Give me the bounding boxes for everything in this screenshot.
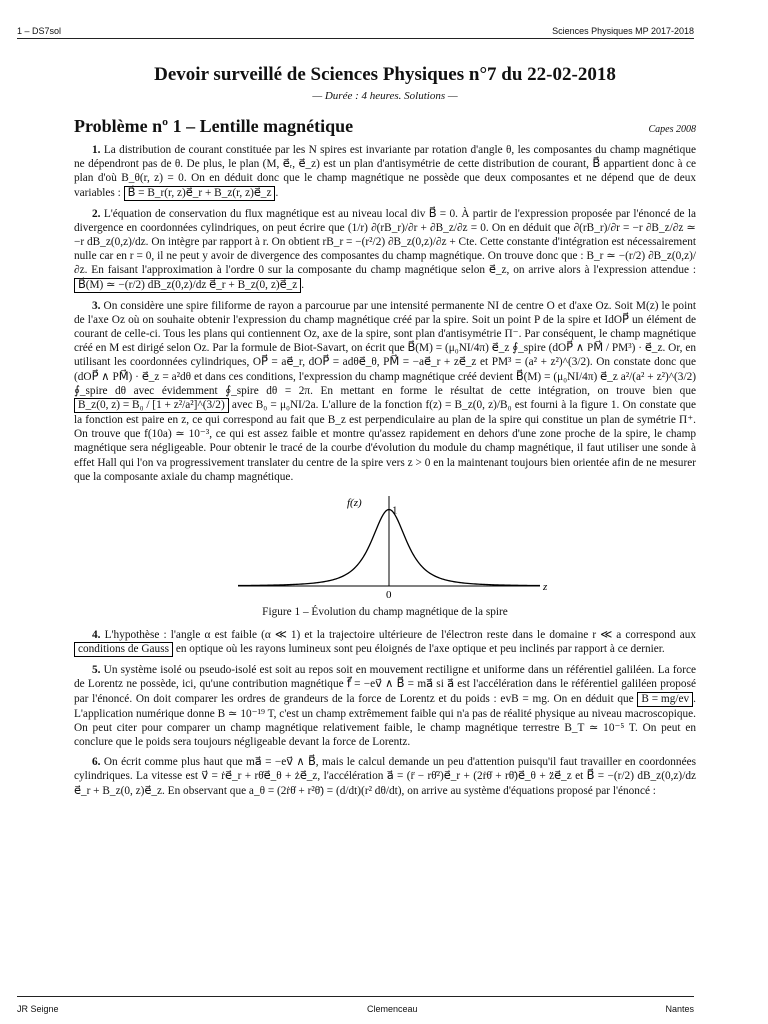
paragraph-text: Un système isolé ou pseudo-isolé est soit au repos soit en mouvement rectiligne et uniforme dans un référentiel galiléen. La force de Lorentz ne possède, ici, qu'une contribution magnétique f⃗ = −ev⃗ ∧ B⃗ = ma⃗ si a⃗ est l'accélération dans le référentiel galiléen proposé par l'énoncé. On doit comparer les ordres de grandeurs de la force de Lorentz et du poids : evB = mg. On en déduit que xyxy=(74,664,696,705)
problem-source: Capes 2008 xyxy=(648,124,696,135)
figure-caption: Figure 1 – Évolution du champ magnétique de la spire xyxy=(262,606,508,619)
x-tick-label: 0 xyxy=(386,589,392,602)
paragraph-tail: . xyxy=(301,278,305,291)
field-profile-chart xyxy=(74,492,696,604)
paragraph-4 xyxy=(74,628,696,657)
header-right: Sciences Physiques MP 2017-2018 xyxy=(552,26,694,36)
document-subtitle: — Durée : 4 heures. Solutions — xyxy=(312,90,458,102)
document-body xyxy=(74,64,696,798)
problem-heading xyxy=(74,116,696,137)
page-header xyxy=(17,26,694,36)
footer-right: Nantes xyxy=(665,1004,694,1014)
boxed-result: B_z(0, z) = B₀ / [1 + z²/a²]^(3/2) xyxy=(74,398,229,413)
paragraph-tail: en optique où les rayons lumineux sont peu éloignés de l'axe optique et peu inclinés par rapport à ce dernier. xyxy=(173,643,665,656)
paragraph-tail: . xyxy=(275,186,279,199)
page-footer xyxy=(17,1004,694,1014)
problem-title: Problème nº 1 – Lentille magnétique xyxy=(74,116,354,136)
y-axis-label: f(z) xyxy=(347,497,362,510)
paragraph-number: 3. xyxy=(92,299,101,312)
header-left: 1 – DS7sol xyxy=(17,26,62,36)
paragraph-tail: . L'application numérique donne B ≃ 10⁻¹⁹ T, c'est un champ extrêmement faible qui n'a pas de réalité physique au niveau macroscopique. On peut citer pour comparer un champ magnétique relativement faible, le champ magnétique terrestre B_T ≃ 10⁻⁵ T. On peut en conclure que le poids sera toujours négligeable devant la force de Lorentz. xyxy=(74,692,696,749)
paragraph-6 xyxy=(74,755,696,798)
footer-rule xyxy=(17,996,694,997)
paragraph-text: L'hypothèse : l'angle α est faible (α ≪ 1) et la trajectoire ultérieure de l'électron reste dans le domaine r ≪ a correspond aux xyxy=(100,629,696,642)
paragraph-text: On considère une spire filiforme de rayon a parcourue par une intensité permanente NI de centre O et d'axe Oz. Soit M(z) le point de l'axe Oz où on souhaite obtenir l'expression du champ magnétique créé par la spire. Soit un point P de la spire et IdOP⃗ un élément de courant de celle-ci. Tous les plans qui contiennent Oz, axe de la spire, sont plan d'antisymétrie Π⁻. Par conséquent, le champ magnétique créé en M est dirigé selon Oz. Par la formule de Biot-Savart, on écrit que B⃗(M) = (μ₀NI/4π) e⃗_z ∮_spire (dOP⃗ ∧ PM⃗ / PM³) · e⃗_z. Or, en utilisant les coordonnées cylindriques, OP⃗ = ae⃗_r, dOP⃗ = adθe⃗_θ, PM⃗ = −ae⃗_r + ze⃗_z et PM³ = (a² + z²)^(3/2). On constate donc que (dOP⃗ ∧ PM⃗) · e⃗_z = a²dθ et dans ces conditions, l'expression du champ magnétique créé devient B⃗(M) = (μ₀NI/4π) e⃗_z a²/(a² + z²)^(3/2) ∮_spire dθ avec évidemment ∮_spire dθ = 2π. En mettant en forme le résultat de cette intégration, on trouve bien que xyxy=(74,299,696,397)
paragraph-5 xyxy=(74,663,696,749)
paragraph-text: L'équation de conservation du flux magnétique est au niveau local div B⃗ = 0. À partir de l'expression proposée par l'énoncé de la divergence en coordonnées cylindriques, on peut écrire que (1/r) ∂(rB_r)/∂r + ∂B_z/∂z = 0. On en déduit que ∂(rB_r)/∂r = −r ∂B_z/∂z ≃ −r dB_z(0,z)/dz. On intègre par rapport à r. On obtient rB_r = −(r²/2) ∂B_z(0,z)/∂z + Cte. Cette constante d'intégration est nécessairement nulle car en r = 0, il ne peut y avoir de divergence des composantes du champ magnétique. On trouve donc que : B_r ≃ −(r/2) ∂B_z(0,z)/∂z. En faisant l'approximation à l'ordre 0 sur la composante du champ magnétique selon e⃗_z, on arrive alors à l'expression attendue : xyxy=(74,207,696,277)
paragraph-text: On écrit comme plus haut que ma⃗ = −ev⃗ ∧ B⃗, mais le calcul demande un peu d'attention puisqu'il faut travailler en coordonnées cylindriques. La vitesse est v⃗ = ṙe⃗_r + rθ̇e⃗_θ + że⃗_z, l'accélération a⃗ = (r̈ − rθ̇²)e⃗_r + (2ṙθ̇ + rθ̈)e⃗_θ + z̈e⃗_z et B⃗ = −(r/2) dB_z(0,z)/dz e⃗_r + B_z(0, z)e⃗_z. En observant que a_θ = (2ṙθ̇ + r²θ̈) = (d/dt)(r² dθ/dt), on arrive au système d'équations proposé par l'énoncé : xyxy=(74,756,696,797)
document-title: Devoir surveillé de Sciences Physiques n°7 du 22-02-2018 xyxy=(154,64,616,85)
paragraph-number: 4. xyxy=(92,629,101,642)
paragraph-tail: avec B₀ = μ₀NI/2a. L'allure de la fonction f(z) = B_z(0, z)/B₀ est fourni à la figure 1. On constate que la fonction est paire en z, ce qui correspond au fait que B_z est perpendiculaire au plan de la spire qui constitue un plan de symétrie Π⁺. On trouve que f(10a) ≃ 10⁻³, ce qui est assez faible et montre qu'assez rapidement en dehors d'une zone proche de la spire, le champ magnétique sera négligeable. Pour obtenir le tracé de la courbe d'évolution du module du champ magnétique, il faut utiliser une sonde à effet Hall qui l'on va progressivement translater du centre de la spire vers z > 0 en la maintenant toujours bien orientée afin de ne mesurer que la composante axiale du champ magnétique. xyxy=(74,399,696,483)
paragraph-number: 1. xyxy=(92,144,101,156)
figure-1 xyxy=(74,492,696,604)
paragraph-3 xyxy=(74,299,696,484)
footer-left: JR Seigne xyxy=(17,1004,59,1014)
boxed-result: B⃗(M) ≃ −(r/2) dB_z(0,z)/dz e⃗_r + B_z(0, z)e⃗_z xyxy=(74,278,301,293)
x-axis-label: z xyxy=(543,581,548,594)
paragraph-number: 6. xyxy=(92,756,101,769)
boxed-result: B⃗ = B_r(r, z)e⃗_r + B_z(r, z)e⃗_z xyxy=(124,186,276,201)
paragraph-number: 2. xyxy=(92,207,101,220)
paragraph-1 xyxy=(74,143,696,201)
boxed-result: B = mg/ev xyxy=(637,692,693,707)
header-rule xyxy=(17,38,694,39)
paragraph-number: 5. xyxy=(92,664,101,677)
footer-center: Clemenceau xyxy=(367,1004,418,1014)
paragraph-2 xyxy=(74,207,696,293)
paragraph-text: La distribution de courant constituée par les N spires est invariante par rotation d'angle θ, les composantes du champ magnétique ne dépendront pas de θ. De plus, le plan (M, e⃗ᵣ, e⃗_z) est un plan d'antisymétrie de cette distribution de courant, B⃗ appartient donc à ce plan d'où B_θ(r, z) = 0. On en déduit donc que le champ magnétique ne possède que deux composantes et ne dépend que de deux variables : xyxy=(74,144,696,199)
y-tick-label: 1 xyxy=(392,504,398,517)
boxed-result: conditions de Gauss xyxy=(74,642,173,657)
